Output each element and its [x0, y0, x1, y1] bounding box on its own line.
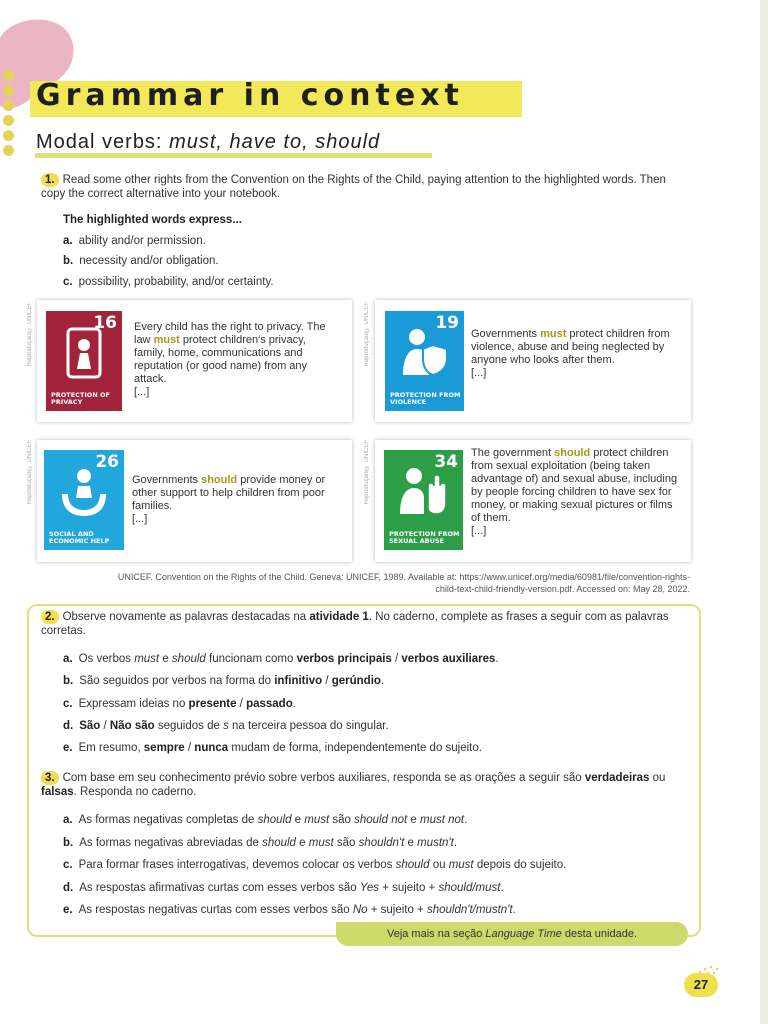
option-c: c. possibility, probability, and/or certainty.	[63, 276, 274, 288]
page-title: Grammar in context	[36, 78, 464, 113]
exercise-3-item-d: d. As respostas afirmativas curtas com esses verbos são Yes + sujeito + should/must.	[63, 882, 504, 894]
photo-credit: Reprodução/© UNICEF	[27, 302, 33, 367]
right-card-16	[37, 300, 352, 422]
exercise-3-item-e: e. As respostas negativas curtas com esses verbos são No + sujeito + shouldn't/mustn't.	[63, 904, 516, 916]
exercise-2-item-d: d. São / Não são seguidos de s na terceira pessoa do singular.	[63, 720, 389, 732]
page-edge	[760, 0, 768, 1024]
decorative-dot	[3, 85, 14, 96]
photo-credit: Reprodução/© UNICEF	[364, 440, 370, 505]
right-text: Governments should provide money or other support to help children from poor families. [...]	[132, 474, 326, 525]
right-icon-tile	[46, 311, 122, 411]
person-shield-icon	[399, 325, 451, 381]
exercise-3-item-b: b. As formas negativas abreviadas de should e must são shouldn't e mustn't.	[63, 837, 458, 849]
right-text: Governments must protect children from violence, abuse and being neglected by anyone who looks after them. [...]	[471, 328, 670, 379]
photo-credit: Reprodução/© UNICEF	[27, 440, 33, 505]
exercise-3-item-c: c. Para formar frases interrogativas, devemos colocar os verbos should ou must depois do sujeito.	[63, 859, 567, 871]
right-caption: PROTECTION FROM VIOLENCE	[390, 391, 461, 406]
right-number: 16	[93, 313, 117, 333]
stop-hand-icon	[398, 464, 450, 520]
exercise-number: 1.	[41, 173, 59, 187]
right-caption: PROTECTION FROM SEXUAL ABUSE	[389, 530, 460, 545]
right-icon-tile	[384, 450, 463, 550]
family-care-icon	[58, 464, 110, 520]
right-caption: PROTECTION OF PRIVACY	[51, 391, 110, 406]
right-caption: SOCIAL AND ECONOMIC HELP	[49, 530, 110, 545]
right-card-26	[37, 440, 352, 562]
decorative-dot	[3, 115, 14, 126]
right-number: 26	[95, 452, 119, 472]
exercise-2-item-c: c. Expressam ideias no presente / passado.	[63, 698, 296, 710]
see-more-note: Veja mais na seção Language Time desta unidade.	[336, 922, 688, 946]
exercise-3-prompt: 3. Com base em seu conhecimento prévio sobre verbos auxiliares, responda se as orações a seguir são verdadeiras ou falsas. Responda no caderno.	[41, 772, 666, 798]
exercise-number: 3.	[41, 771, 59, 785]
exercise-2-prompt: 2. Observe novamente as palavras destacadas na atividade 1. No caderno, complete as frases a seguir com as palavras corretas.	[41, 611, 669, 637]
exercise-number: 2.	[41, 610, 59, 624]
right-card-34	[375, 440, 691, 562]
page-number: 27	[684, 973, 718, 997]
right-icon-tile	[44, 450, 124, 550]
right-text: The government should protect children from sexual exploitation (being taken advantage of) and sexual abuse, including by people forcing children to have sex for money, or making sexual pictures or films of them. [...]	[471, 447, 678, 537]
decorative-dot	[3, 70, 14, 81]
exercise-1-question: The highlighted words express...	[63, 214, 242, 226]
option-b: b. necessity and/or obligation.	[63, 255, 219, 267]
exercise-2-item-a: a. Os verbos must e should funcionam como verbos principais / verbos auxiliares.	[63, 653, 499, 665]
decorative-dot	[3, 130, 14, 141]
decorative-dot	[3, 100, 14, 111]
exercise-3-item-a: a. As formas negativas completas de should e must são should not e must not.	[63, 814, 468, 826]
exercise-2-item-e: e. Em resumo, sempre / nunca mudam de forma, independentemente do sujeito.	[63, 742, 482, 754]
photo-credit: Reprodução/© UNICEF	[364, 302, 370, 367]
keyhole-person-icon	[60, 325, 108, 381]
right-text: Every child has the right to privacy. The law must protect children's privacy, family, home, communications and reputation (or good name) from any attack. [...]	[134, 321, 326, 398]
right-number: 19	[435, 313, 459, 333]
right-icon-tile	[385, 311, 464, 411]
section-subtitle: Modal verbs: must, have to, should	[36, 131, 381, 153]
option-a: a. ability and/or permission.	[63, 235, 206, 247]
decorative-dot	[3, 145, 14, 156]
right-number: 34	[434, 452, 458, 472]
exercise-1-prompt: 1. Read some other rights from the Convention on the Rights of the Child, paying attention to the highlighted words. Then copy the correct alternative into your notebook.	[41, 174, 666, 200]
exercise-2-item-b: b. São seguidos por verbos na forma do infinitivo / gerúndio.	[63, 675, 385, 687]
right-card-19	[375, 300, 691, 422]
source-citation: UNICEF. Convention on the Rights of the Child. Geneva: UNICEF, 1989. Available at: https://www.unicef.org/media/60981/file/convention-rights- child-text-child-friendly-version.pdf. Accessed on: May 28, 2022.	[117, 572, 690, 594]
